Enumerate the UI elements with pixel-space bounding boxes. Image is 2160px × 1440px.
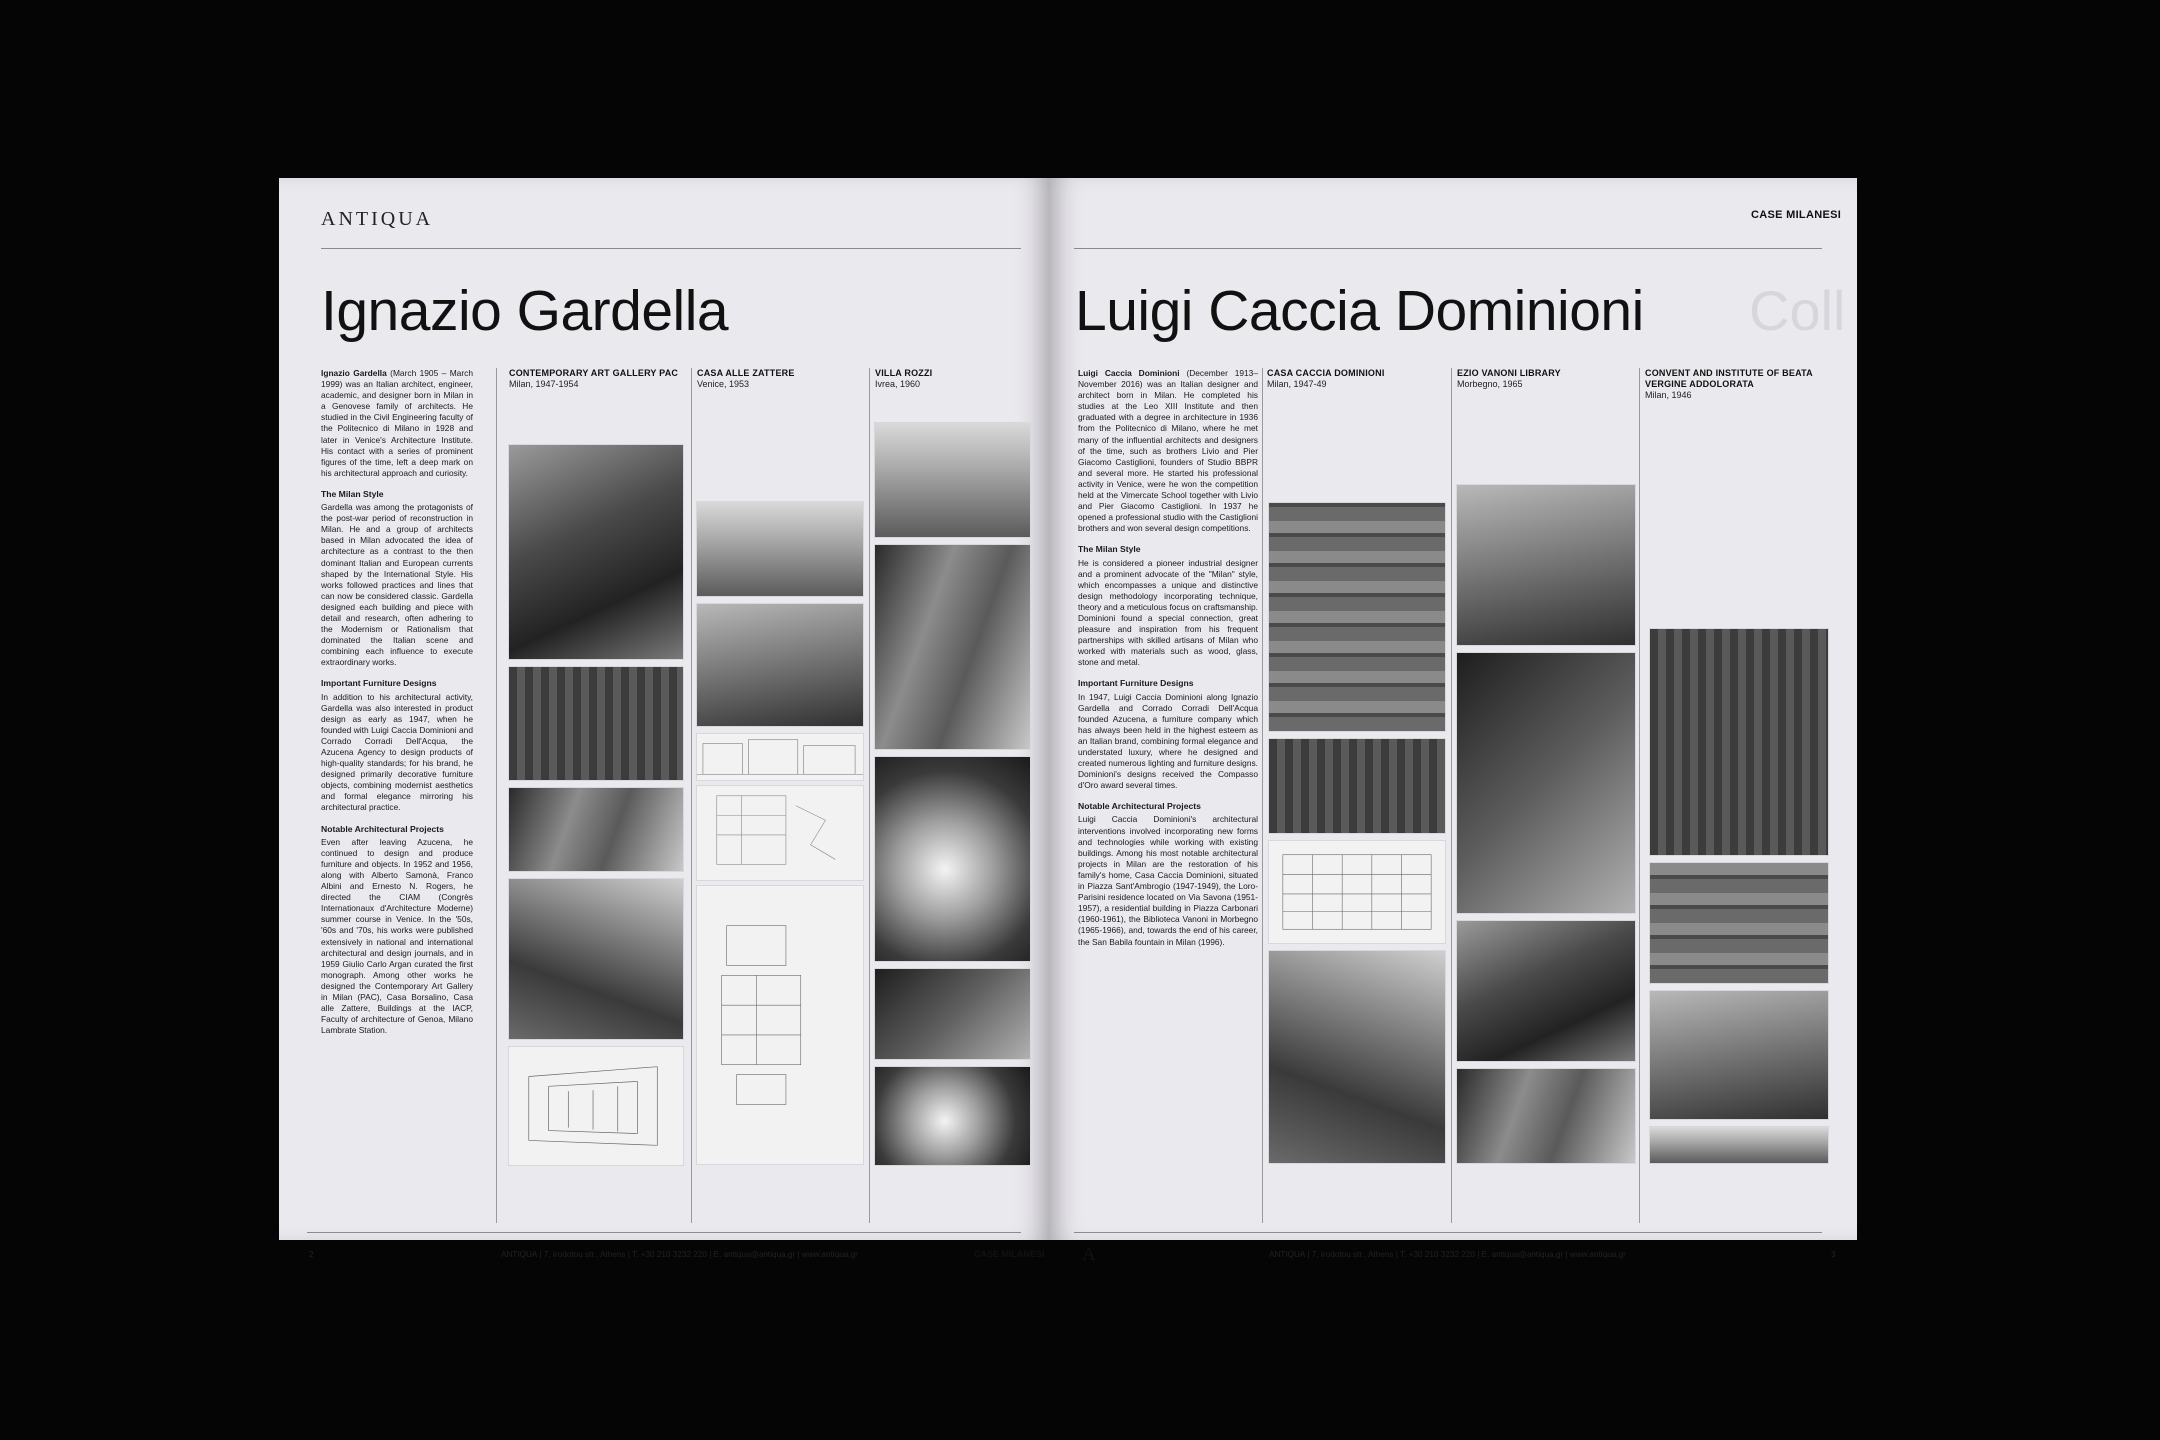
column-header-vanoni xyxy=(1457,368,1637,390)
column-subtitle: Milan, 1947-49 xyxy=(1267,379,1327,389)
photo-zattere-elevation xyxy=(696,733,864,781)
column-divider xyxy=(869,368,870,1223)
column-subtitle: Ivrea, 1960 xyxy=(875,379,921,389)
footer-contact: ANTIQUA | 7, Irodotou str., Athens | T. +30 210 3232 220 | E. antiqua@antiqua.gr | www.antiqua.gr xyxy=(501,1250,858,1259)
column-title: CONVENT AND INSTITUTE OF BEATA VERGINE ADDOLORATA xyxy=(1645,368,1813,389)
column-header-casa-caccia xyxy=(1267,368,1447,390)
page-number: 2 xyxy=(309,1250,314,1259)
photo-zattere-plan-sketch xyxy=(696,785,864,881)
photo-convent-elevation xyxy=(1649,1126,1829,1164)
photo-pac-exterior xyxy=(508,444,684,660)
column-title: EZIO VANONI LIBRARY xyxy=(1457,368,1561,378)
section-heading: The Milan Style xyxy=(1078,544,1141,555)
photo-rozzi-stair-top xyxy=(874,1066,1031,1166)
section-text: Even after leaving Azucena, he continued to design and produce furniture and objects. In 1952 and 1956, along with Alberto Samonà, Franco Albini and Ernesto N. Rogers, he directed the CIAM (Congrès Internationaux d'Architecture Moderne) summer course in Venice. In the '50s, '60s and '70s, his works were published extensively in national and international architectural and design journals, and in 1959 Giulio Carlo Argan curated the first monograph. Among other works he designed the Contemporary Art Gallery in Milan (PAC), Casa Borsalino, Casa alle Zattere, Buildings at the IACP, Faculty of architecture of Genoa, Milano Lambrate Station. xyxy=(321,836,473,1036)
column-divider xyxy=(1639,368,1640,1223)
column-title: CONTEMPORARY ART GALLERY PAC xyxy=(509,368,679,378)
photo-casa-caccia-window xyxy=(1268,950,1446,1164)
page-title: Ignazio Gardella xyxy=(321,279,729,343)
section-heading: Important Furniture Designs xyxy=(1078,678,1194,689)
column-title: CASA ALLE ZATTERE xyxy=(697,368,795,378)
photo-pac-interior xyxy=(508,878,684,1040)
column-divider xyxy=(691,368,692,1223)
column-subtitle: Milan, 1947-1954 xyxy=(509,379,579,389)
photo-convent-wing xyxy=(1649,990,1829,1120)
footer-rule xyxy=(1074,1232,1822,1233)
column-divider xyxy=(1451,368,1452,1223)
photo-rozzi-spiral-stair xyxy=(874,968,1031,1060)
photo-zattere-canal xyxy=(696,501,864,597)
photo-vanoni-entrance xyxy=(1456,920,1636,1062)
section-text: In addition to his architectural activity, Gardella was also interested in product design as early as 1947, when he founded with Luigi Caccia Dominioni and Corrado Corradi Dell'Acqua, the Azucena Agency to design products of high-quality standards; for his brand, he designed primarily decorative furniture objects, combining modernist aesthetics and formal elegance mirroring his architectural practice. xyxy=(321,691,473,813)
section-heading: The Milan Style xyxy=(321,488,384,499)
column-header-pac xyxy=(509,368,687,390)
photo-casa-caccia-facade xyxy=(1268,502,1446,732)
lead-text: (December 1913– November 2016) was an Italian designer and architect born in Milan. He completed his studies at the Leo XIII Institute and then graduated with a degree in architecture in 1936 from the Politecnico di Milano, where he met many of the influential architects and designers of the time, such as brothers Livio and Pier Giacomo Castiglioni, founders of Studio BBPR and several more. He started his professional activity in Venice, were he won the competition held at the Vimercate School together with Livio and Pier Giacomo Castiglioni. In 1937 he opened a professional studio with the Castiglioni brothers and won several design competitions. xyxy=(1078,368,1258,534)
column-header-zattere xyxy=(697,368,865,390)
photo-casa-caccia-drawing xyxy=(1268,840,1446,944)
section-text: He is considered a pioneer industrial designer and a prominent advocate of the "Milan" style, which encompasses a unique and distinctive design methodology incorporating technique, theory and a meticulous focus on craftsmanship. Dominioni found a special connection, great pleasure and inspiration from his frequent partnerships with skilled artisans of Milan who worked with materials such as wood, glass, stone and metal. xyxy=(1078,557,1258,668)
header-rule xyxy=(1074,248,1822,249)
section-tag: CASE MILANESI xyxy=(1751,209,1842,221)
lead-text: (March 1905 – March 1999) was an Italian architect, engineer, academic, and designer born in Milan in a Genovese family of architects. He studied in the Civil Engineering faculty of the Politecnico di Milano in 1928 and later in Venice's Architecture Institute. His contact with a series of prominent figures of the time, left a deep mark on his architectural approach and curiosity. xyxy=(321,368,473,478)
section-text: Luigi Caccia Dominioni's architectural interventions involved incorporating new forms and technologies while working with existing buildings. Among his most notable architectural projects in Milan are the restoration of his family's home, Casa Caccia Dominioni, situated in Piazza Sant'Ambrogio (1947-1949), the Loro-Parisini residence located on Via Savona (1951-1957), a residential building in Piazza Carbonari (1960-1961), the Biblioteca Vanoni in Morbegno (1965-1966), and, towards the end of his career, the San Babila fountain in Milan (1996). xyxy=(1078,814,1258,947)
photo-pac-facade xyxy=(508,666,684,781)
page-title: Luigi Caccia Dominioni xyxy=(1075,279,1644,343)
photo-pac-courtyard xyxy=(508,787,684,872)
photo-convent-courtyard xyxy=(1649,862,1829,984)
photo-convent-brick-facade xyxy=(1649,628,1829,856)
photo-casa-caccia-elevation xyxy=(1268,738,1446,834)
column-header-rozzi xyxy=(875,368,1025,390)
photo-rozzi-garden xyxy=(874,544,1031,750)
column-subtitle: Morbegno, 1965 xyxy=(1457,379,1523,389)
intro-text xyxy=(1078,368,1258,958)
header-rule xyxy=(321,248,1021,249)
section-heading: Important Furniture Designs xyxy=(321,678,437,689)
photo-rozzi-villa xyxy=(874,422,1031,538)
photo-zattere-floor-plan xyxy=(696,885,864,1165)
footer-section-tag: CASE MILANESI xyxy=(974,1249,1045,1259)
column-title: VILLA ROZZI xyxy=(875,368,933,378)
column-divider xyxy=(1262,368,1263,1223)
intro-text xyxy=(321,368,473,1046)
left-page xyxy=(279,178,1049,1259)
lead-name: Ignazio Gardella xyxy=(321,368,387,378)
photo-rozzi-skylight xyxy=(874,756,1031,962)
section-text: Gardella was among the protagonists of the post-war period of reconstruction in Milan. He and a group of architects based in Milan advocated the idea of architecture as a contrast to the then dominant Italian and European currents shaped by the International Style. His works followed practices and lines that can now be considered classic. Gardella designed each building and piece with detail and research, often adhering to the Modernism or Rationalism that dominated the Italian scene and combining each influence to execute extraordinary works. xyxy=(321,502,473,668)
photo-vanoni-staircase xyxy=(1456,652,1636,914)
photo-pac-sketch xyxy=(508,1046,684,1166)
column-header-convent xyxy=(1645,368,1841,401)
column-subtitle: Milan, 1946 xyxy=(1645,390,1692,400)
column-title: CASA CACCIA DOMINIONI xyxy=(1267,368,1385,378)
column-divider xyxy=(496,368,497,1223)
right-page xyxy=(1049,178,1857,1265)
section-heading: Notable Architectural Projects xyxy=(1078,801,1201,812)
page-number: 3 xyxy=(1831,1250,1836,1259)
footer-contact: ANTIQUA | 7, Irodotou str., Athens | T. +30 210 3232 220 | E. antiqua@antiqua.gr | www.antiqua.gr xyxy=(1269,1250,1626,1259)
bleed-through-text: Coll xyxy=(1749,279,1846,342)
photo-zattere-building xyxy=(696,603,864,727)
lead-name: Luigi Caccia Dominioni xyxy=(1078,368,1180,378)
section-text: In 1947, Luigi Caccia Dominioni along Ignazio Gardella and Corrado Corradi Dell'Acqua founded Azucena, a furniture company which has always been held in the highest esteem as an Italian brand, combining formal elegance and understated luxury, where he designed and created numerous lighting and furniture designs. Dominioni's designs received the Compasso d'Oro award several times. xyxy=(1078,691,1258,791)
column-subtitle: Venice, 1953 xyxy=(697,379,750,389)
photo-vanoni-rotunda xyxy=(1456,484,1636,646)
photo-vanoni-reading-room xyxy=(1456,1068,1636,1164)
footer-rule xyxy=(307,1232,1021,1233)
footer-logo: A xyxy=(1082,1244,1096,1265)
section-heading: Notable Architectural Projects xyxy=(321,823,444,834)
masthead-logo: ANTIQUA xyxy=(321,208,434,230)
